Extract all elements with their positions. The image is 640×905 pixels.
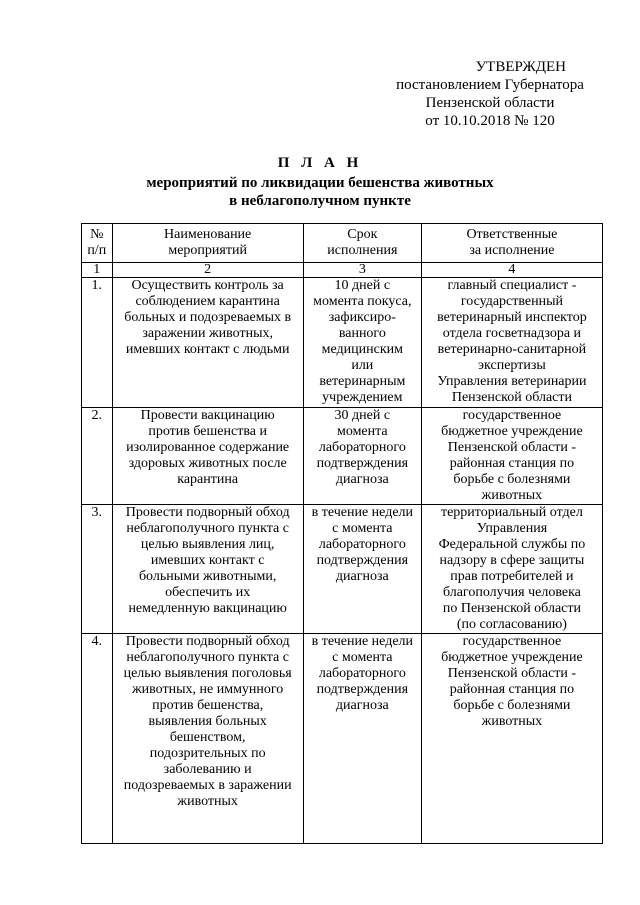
term-line: момента покуса, [313, 294, 412, 309]
responsible-line: животных [481, 714, 543, 729]
action-line: неблагополучного пункта с [126, 521, 289, 536]
term-line: 30 дней с [334, 408, 391, 423]
term-line: диагноза [335, 472, 389, 487]
responsible-line: борьбе с болезнями [453, 698, 571, 713]
responsible-line: бюджетное учреждение [441, 650, 583, 665]
responsible-line: районная станция по [449, 456, 575, 471]
row-number: 1. [82, 278, 113, 408]
action-line: Осуществить контроль за [131, 278, 284, 293]
plan-heading: П Л А Н [277, 155, 363, 171]
responsible-line: государственное [462, 634, 562, 649]
cell-responsible [421, 634, 602, 844]
action-line: имевших контакт с [150, 553, 265, 568]
responsible-line: Пензенской области - [447, 440, 577, 455]
header-term: Срок исполнения [303, 224, 421, 263]
action-line: больных и подозреваемых в [124, 310, 292, 325]
responsible-line: экспертизы [478, 358, 546, 373]
header-row [82, 224, 603, 263]
responsible-line: отдела госветнадзора и [442, 326, 582, 341]
term-line: или [351, 358, 374, 373]
action-line: целью выявления поголовья [123, 666, 292, 681]
action-line: животных [177, 794, 238, 809]
table-row [82, 505, 603, 634]
header-number: № п/п [82, 224, 113, 263]
responsible-line: главный специалист - [447, 278, 577, 293]
term-line: ванного [338, 326, 386, 341]
term-line: с момента [332, 521, 393, 536]
action-line: подозрительных по [149, 746, 266, 761]
approval-stamp: УТВЕРЖДЕН [475, 59, 566, 75]
plan-subtitle: мероприятий по ликвидации бешенства животных [146, 175, 494, 191]
table-row [82, 278, 603, 408]
action-line: животных, не иммунного [132, 682, 284, 697]
responsible-line: ветеринарно-санитарной [437, 342, 587, 357]
approval-block [360, 58, 620, 130]
term-line: лабораторного [318, 666, 406, 681]
action-line: больными животными, [138, 569, 277, 584]
term-line: диагноза [335, 569, 389, 584]
responsible-line: Пензенской области - [447, 666, 577, 681]
action-line: целью выявления лиц, [140, 537, 275, 552]
term-line: зафиксиро- [328, 310, 396, 325]
column-number-row [82, 263, 603, 278]
approval-line: постановлением Губернатора [396, 77, 584, 93]
approval-date: от 10.10.2018 № 120 [425, 113, 555, 129]
responsible-line: государственный [460, 294, 564, 309]
header-responsible: Ответственные за исполнение [421, 224, 602, 263]
action-line: имевших контакт с людьми [125, 342, 290, 357]
term-line: подтверждения [316, 456, 409, 471]
cell-action [112, 634, 303, 844]
action-line: выявления больных [148, 714, 267, 729]
column-number: 3 [303, 263, 421, 278]
term-line: 10 дней с [334, 278, 391, 293]
cell-term [303, 505, 421, 634]
action-line: Провести вакцинацию [140, 408, 275, 423]
action-line: карантина [177, 472, 239, 487]
responsible-line: Управления [476, 521, 548, 536]
table-row [82, 634, 603, 844]
responsible-line: ветеринарный инспектор [437, 310, 587, 325]
responsible-line: Федеральной службы по [438, 537, 586, 552]
responsible-line: бюджетное учреждение [441, 424, 583, 439]
action-line: Провести подворный обход [125, 505, 290, 520]
cell-term [303, 408, 421, 505]
term-line: ветеринарным [319, 374, 406, 389]
action-line: против бешенства, [152, 698, 264, 713]
plan-table [81, 223, 603, 844]
action-line: соблюдением карантина [135, 294, 280, 309]
term-line: подтверждения [316, 553, 409, 568]
action-line: неблагополучного пункта с [126, 650, 289, 665]
column-number: 2 [112, 263, 303, 278]
action-line: подозреваемых в заражении [123, 778, 292, 793]
term-line: лабораторного [318, 537, 406, 552]
responsible-line: (по согласованию) [456, 617, 567, 632]
plan-subtitle-2: в неблагополучном пункте [229, 193, 411, 209]
header-action: Наименование мероприятий [112, 224, 303, 263]
responsible-line: территориальный отдел [440, 505, 583, 520]
responsible-line: прав потребителей и [450, 569, 574, 584]
action-line: против бешенства и [148, 424, 267, 439]
term-line: медицинским [321, 342, 403, 357]
term-line: момента [336, 424, 388, 439]
term-line: подтверждения [316, 682, 409, 697]
action-line: здоровых животных после [128, 456, 287, 471]
action-line: изолированное содержание [126, 440, 290, 455]
responsible-line: по Пензенской области [442, 601, 581, 616]
action-line: бешенством, [169, 730, 246, 745]
row-number: 2. [82, 408, 113, 505]
cell-action [112, 408, 303, 505]
column-number: 1 [82, 263, 113, 278]
term-line: в течение недели [311, 505, 414, 520]
column-number: 4 [421, 263, 602, 278]
action-line: обеспечить их [165, 585, 251, 600]
cell-responsible [421, 505, 602, 634]
term-line: в течение недели [311, 634, 414, 649]
term-line: учреждением [322, 390, 403, 405]
term-line: диагноза [335, 698, 389, 713]
cell-responsible [421, 278, 602, 408]
responsible-line: животных [481, 488, 543, 503]
cell-term [303, 634, 421, 844]
responsible-line: борьбе с болезнями [453, 472, 571, 487]
cell-responsible [421, 408, 602, 505]
approval-line: Пензенской области [425, 95, 555, 111]
responsible-line: Пензенской области [451, 390, 572, 405]
cell-action [112, 505, 303, 634]
row-number: 3. [82, 505, 113, 634]
term-line: лабораторного [318, 440, 406, 455]
row-number: 4. [82, 634, 113, 844]
action-line: заболеванию и [163, 762, 252, 777]
action-line: заражении животных, [142, 326, 273, 341]
responsible-line: районная станция по [449, 682, 575, 697]
responsible-line: благополучия человека [442, 585, 581, 600]
responsible-line: государственное [462, 408, 562, 423]
cell-term [303, 278, 421, 408]
action-line: Провести подворный обход [125, 634, 290, 649]
table-row [82, 408, 603, 505]
responsible-line: Управления ветеринарии [437, 374, 587, 389]
plan-table-body [82, 278, 603, 844]
responsible-line: надзору в сфере защиты [439, 553, 585, 568]
term-line: с момента [332, 650, 393, 665]
cell-action [112, 278, 303, 408]
action-line: немедленную вакцинацию [128, 601, 287, 616]
